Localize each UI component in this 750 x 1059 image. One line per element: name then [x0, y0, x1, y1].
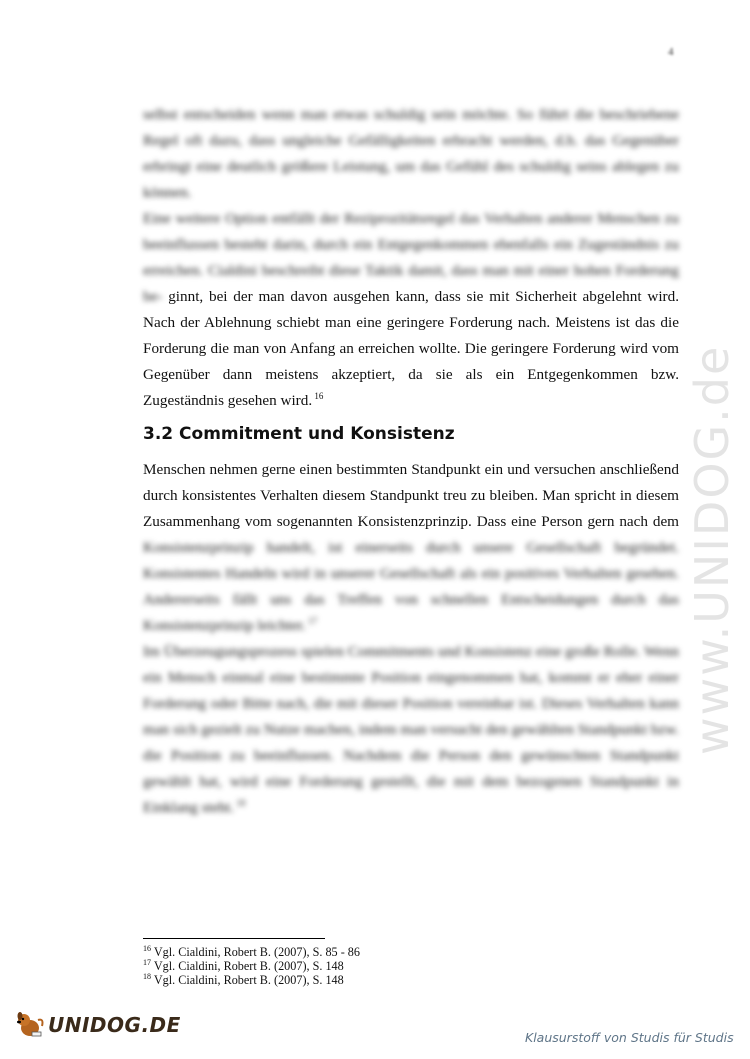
- watermark: [670, 240, 750, 760]
- paragraph: [143, 639, 679, 821]
- footnote-text: Vgl. Cialdini, Robert B. (2007), S. 85 - 86: [151, 945, 360, 959]
- blurred-text: Eine weitere Option entfällt der Reziprozitätsregel das Verhalten anderer Menschen zu beeinflussen besteht darin, durch ein Entgegenkommen ebenfalls ein Zugeständnis zu erreichen. Cialdini beschreibt diese Taktik damit, dass man mit einer hohen Forderung be-: [143, 210, 679, 305]
- page-number: 4: [668, 46, 674, 58]
- dog-mascot-icon: [14, 1010, 44, 1040]
- footnote-number: 18: [143, 971, 151, 981]
- section-heading: 3.2 Commitment und Konsistenz: [143, 424, 455, 444]
- blurred-text: selbst entscheiden wenn man etwas schuldig sein möchte. So führt die beschriebene Regel oft dazu, dass ungleiche Gefälligkeiten erbracht werden, d.h. das Gegenüber erbringt eine deutlich größere Leistung, um das Gefühl des schuldig seins ablegen zu können.: [143, 106, 679, 201]
- watermark-text: www.UNIDOG.de: [685, 344, 739, 755]
- blurred-text: Konsistenzprinzip handelt, ist einerseits durch unsere Gesellschaft begründet. Konsistentes Handeln wird in unserer Gesellschaft als ein positives Verhalten gesehen. Andererseits fällt uns das Treffen von schnellen Entscheidungen durch das Konsistenzprinzip leichter.: [143, 539, 679, 634]
- body-text-top: [143, 102, 679, 414]
- paragraph: [143, 206, 679, 414]
- footnote-reference[interactable]: 16: [312, 390, 324, 401]
- slogan: Klausurstoff von Studis für Studis: [525, 1030, 734, 1045]
- blurred-text: Im Überzeugungsprozess spielen Commitments und Konsistenz eine große Rolle. Wenn ein Mensch einmal eine bestimmte Position eingenommen hat, kommt er eher einer Forderung oder Bitte nach, die mit dieser Position vereinbar ist. Dieses Verhalten kann man sich gezielt zu Nutze machen, indem man versucht den gewählten Standpunkt bzw. die Position zu beeinflussen. Nachdem die Person den gewünschten Standpunkt gewählt hat, wird eine Forderung gestellt, die mit dem bezogenen Standpunkt in Einklang steht.: [143, 643, 679, 816]
- footnote-item: [143, 959, 360, 973]
- footnotes: [143, 945, 360, 987]
- footnote-reference[interactable]: 17: [305, 615, 318, 626]
- logo[interactable]: [14, 1010, 181, 1040]
- footnote-item: [143, 945, 360, 959]
- visible-text: ginnt, bei der man davon ausgehen kann, dass sie mit Sicherheit abgelehnt wird. Nach der Ablehnung schiebt man eine geringere Forderung nach. Meistens ist das die Forderung die man von Anfang an erreichen wollte. Die geringere Forderung wird vom Gegenüber dann meistens akzeptiert, da sie als ein Entgegenkommen bzw. Zugeständnis gesehen wird.: [143, 288, 679, 409]
- paragraph: [143, 102, 679, 206]
- paragraph: [143, 457, 679, 639]
- visible-text: Menschen nehmen gerne einen bestimmten Standpunkt ein und versuchen anschließend durch konsistentes Verhalten diesem Standpunkt treu zu bleiben. Man spricht in diesem Zusammenhang vom sogenannten Konsistenzprinzip. Dass eine Person gern nach dem: [143, 461, 679, 530]
- logo-text: UNIDOG.DE: [48, 1013, 181, 1037]
- footnote-number: 16: [143, 943, 151, 953]
- footnote-reference[interactable]: 18: [234, 797, 246, 808]
- footnote-text: Vgl. Cialdini, Robert B. (2007), S. 148: [151, 959, 344, 973]
- body-text-bottom: [143, 457, 679, 821]
- footnote-number: 17: [143, 957, 151, 967]
- footnote-rule: [143, 938, 325, 939]
- footnote-text: Vgl. Cialdini, Robert B. (2007), S. 148: [151, 973, 344, 987]
- footnote-item: [143, 973, 360, 987]
